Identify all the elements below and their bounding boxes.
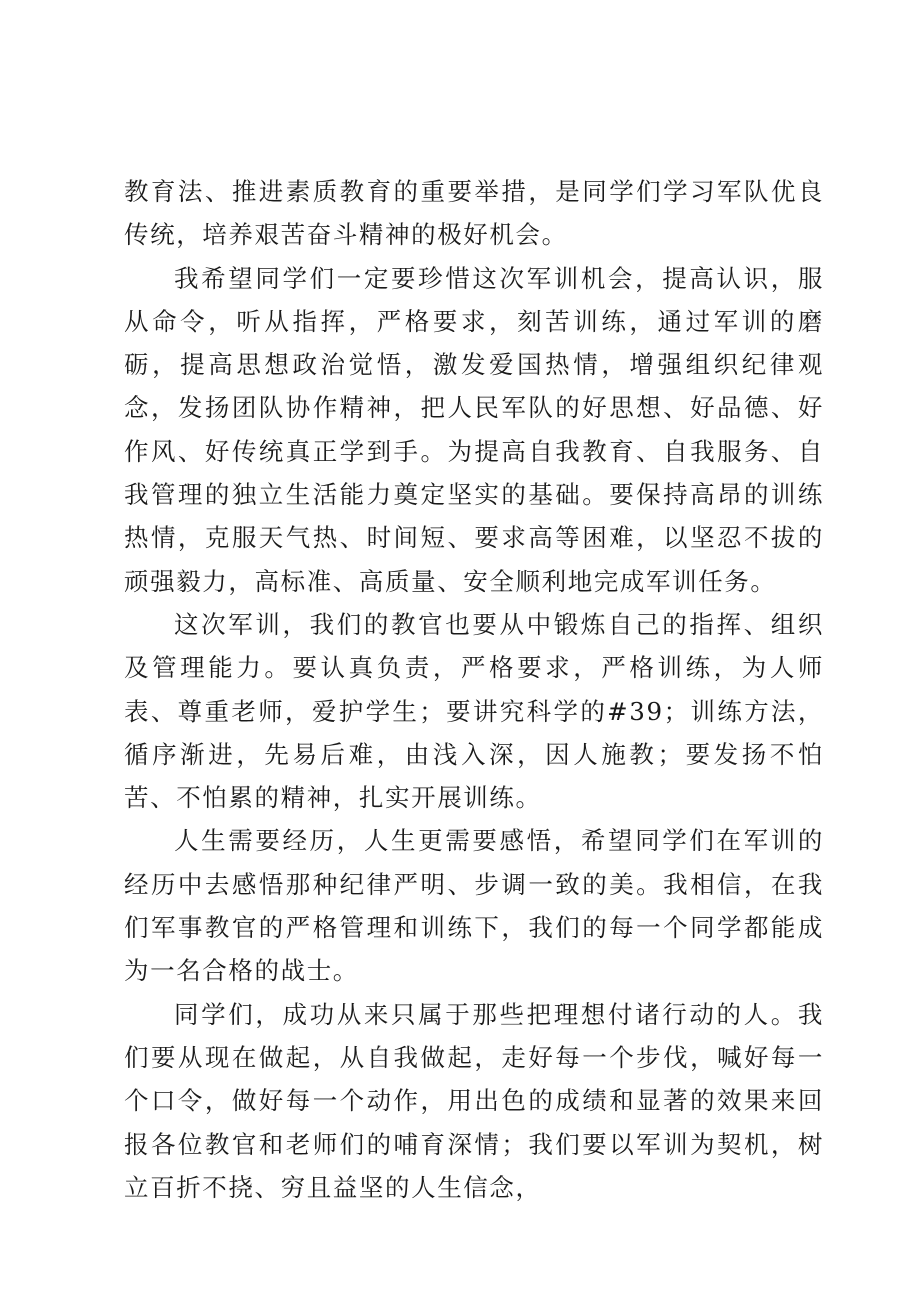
paragraph-2: 我希望同学们一定要珍惜这次军训机会，提高认识，服从命令，听从指挥，严格要求，刻苦训练，通过军训的磨砺，提高思想政治觉悟，激发爱国热情，增强组织纪律观念，发扬团队协作精神，把人民军队的好思想、好品德、好作风、好传统真正学到手。为提高自我教育、自我服务、自我管理的独立生活能力奠定坚实的基础。要保持高昂的训练热情，克服天气热、时间短、要求高等困难，以坚忍不拔的顽强毅力，高标准、高质量、安全顺利地完成军训任务。 [124,263,824,596]
paragraph-1: 教育法、推进素质教育的重要举措，是同学们学习军队优良传统，培养艰苦奋斗精神的极好机会。 [124,177,824,250]
paragraph-3: 这次军训，我们的教官也要从中锻炼自己的指挥、组织及管理能力。要认真负责，严格要求，严格训练，为人师表、尊重老师，爱护学生；要讲究科学的#39；训练方法，循序渐进，先易后难，由浅入深，因人施教；要发扬不怕苦、不怕累的精神，扎实开展训练。 [124,609,824,813]
paragraph-4: 人生需要经历，人生更需要感悟，希望同学们在军训的经历中去感悟那种纪律严明、步调一致的美。我相信，在我们军事教官的严格管理和训练下，我们的每一个同学都能成为一名合格的战士。 [124,826,824,986]
paragraph-5: 同学们，成功从来只属于那些把理想付诸行动的人。我们要从现在做起，从自我做起，走好每一个步伐，喊好每一个口令，做好每一个动作，用出色的成绩和显著的效果来回报各位教官和老师们的哺育深情；我们要以军训为契机，树立百折不挠、穷且益坚的人生信念， [124,999,824,1202]
body-text [124,170,824,1209]
